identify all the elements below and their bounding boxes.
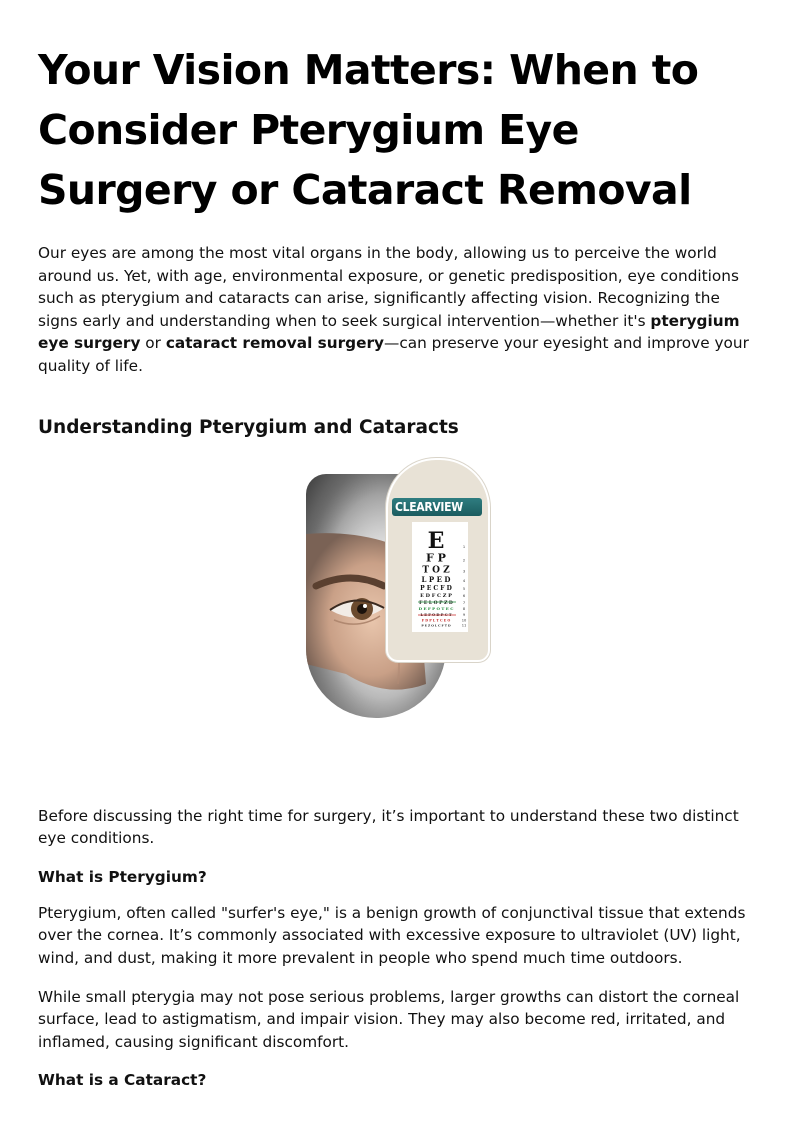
- chart-row: L P E D: [421, 574, 451, 584]
- intro-text-3: —can preserve your eyesight and improve your quality of life.: [38, 334, 749, 375]
- chart-row-number: 8: [462, 606, 466, 611]
- chart-row-number: 7: [462, 600, 466, 605]
- chart-row-number: 2: [462, 557, 466, 562]
- chart-row: E D F C Z P: [420, 592, 452, 599]
- chart-row-number: 10: [461, 617, 467, 622]
- chart-row: F D P L T C E O: [421, 617, 451, 622]
- chart-row: F P: [426, 550, 446, 564]
- chart-row: F E L O P Z D: [419, 600, 453, 606]
- chart-row: T O Z: [422, 565, 450, 576]
- eye-chart-illustration: [38, 462, 758, 772]
- chart-row: D E F P O T E C: [418, 605, 454, 611]
- intro-text-2: or: [140, 334, 166, 353]
- paragraph-before-surgery: Before discussing the right time for surgery, it’s important to understand these two distinct eye conditions.: [38, 806, 739, 848]
- chart-row-number: 1: [462, 544, 466, 549]
- chart-row-number: 4: [462, 578, 466, 583]
- paragraph-pterygium-1: Pterygium, often called "surfer's eye," is a benign growth of conjunctival tissue that extends over the cornea. It’s commonly associated with excessive exposure to ultraviolet (UV) light, wind, and dust, making it more prevalent in people who spend much time outdoors.: [38, 903, 746, 967]
- chart-row-number: 6: [462, 593, 466, 598]
- clearview-logo: CLEARVIEW: [392, 498, 482, 516]
- chart-row-number: 11: [461, 623, 467, 628]
- chart-row: L E F O D P C T: [420, 612, 452, 617]
- chart-row-number: 9: [462, 612, 466, 617]
- snellen-chart-svg: [412, 522, 468, 632]
- intro-text-1: Our eyes are among the most vital organs in the body, allowing us to perceive the world around us. Yet, with age, environmental exposure, or genetic predisposition, eye conditions such as pterygium and cataracts can arise, significantly affecting vision. Recognizing the signs early and understanding when to seek surgical intervention—whether it's: [38, 244, 739, 330]
- chart-row-number: 3: [462, 569, 466, 574]
- eye-chart-card: [386, 458, 490, 662]
- chart-row-number: 5: [462, 586, 466, 591]
- heading-what-is-cataract: What is a Cataract?: [38, 1071, 207, 1090]
- intro-bold-cataract: cataract removal surgery: [165, 334, 385, 353]
- heading-what-is-pterygium: What is Pterygium?: [38, 867, 207, 886]
- article: [38, 40, 758, 1091]
- chart-row: P E Z O L C F T D: [421, 623, 451, 628]
- section-heading-understanding: Understanding Pterygium and Cataracts: [38, 416, 459, 438]
- intro-paragraph: [38, 242, 758, 378]
- chart-row: P E C F D: [420, 584, 452, 592]
- intro-bold-pterygium: pterygium eye surgery: [38, 311, 740, 353]
- page-title: Your Vision Matters: When to Consider Pterygium Eye Surgery or Cataract Removal: [38, 46, 699, 214]
- chart-row: E: [427, 527, 445, 554]
- snellen-chart: [412, 522, 468, 632]
- paragraph-pterygium-2: While small pterygia may not pose serious problems, larger growths can distort the corneal surface, lead to astigmatism, and impair vision. They may also become red, irritated, and inflamed, causing significant discomfort.: [38, 987, 740, 1051]
